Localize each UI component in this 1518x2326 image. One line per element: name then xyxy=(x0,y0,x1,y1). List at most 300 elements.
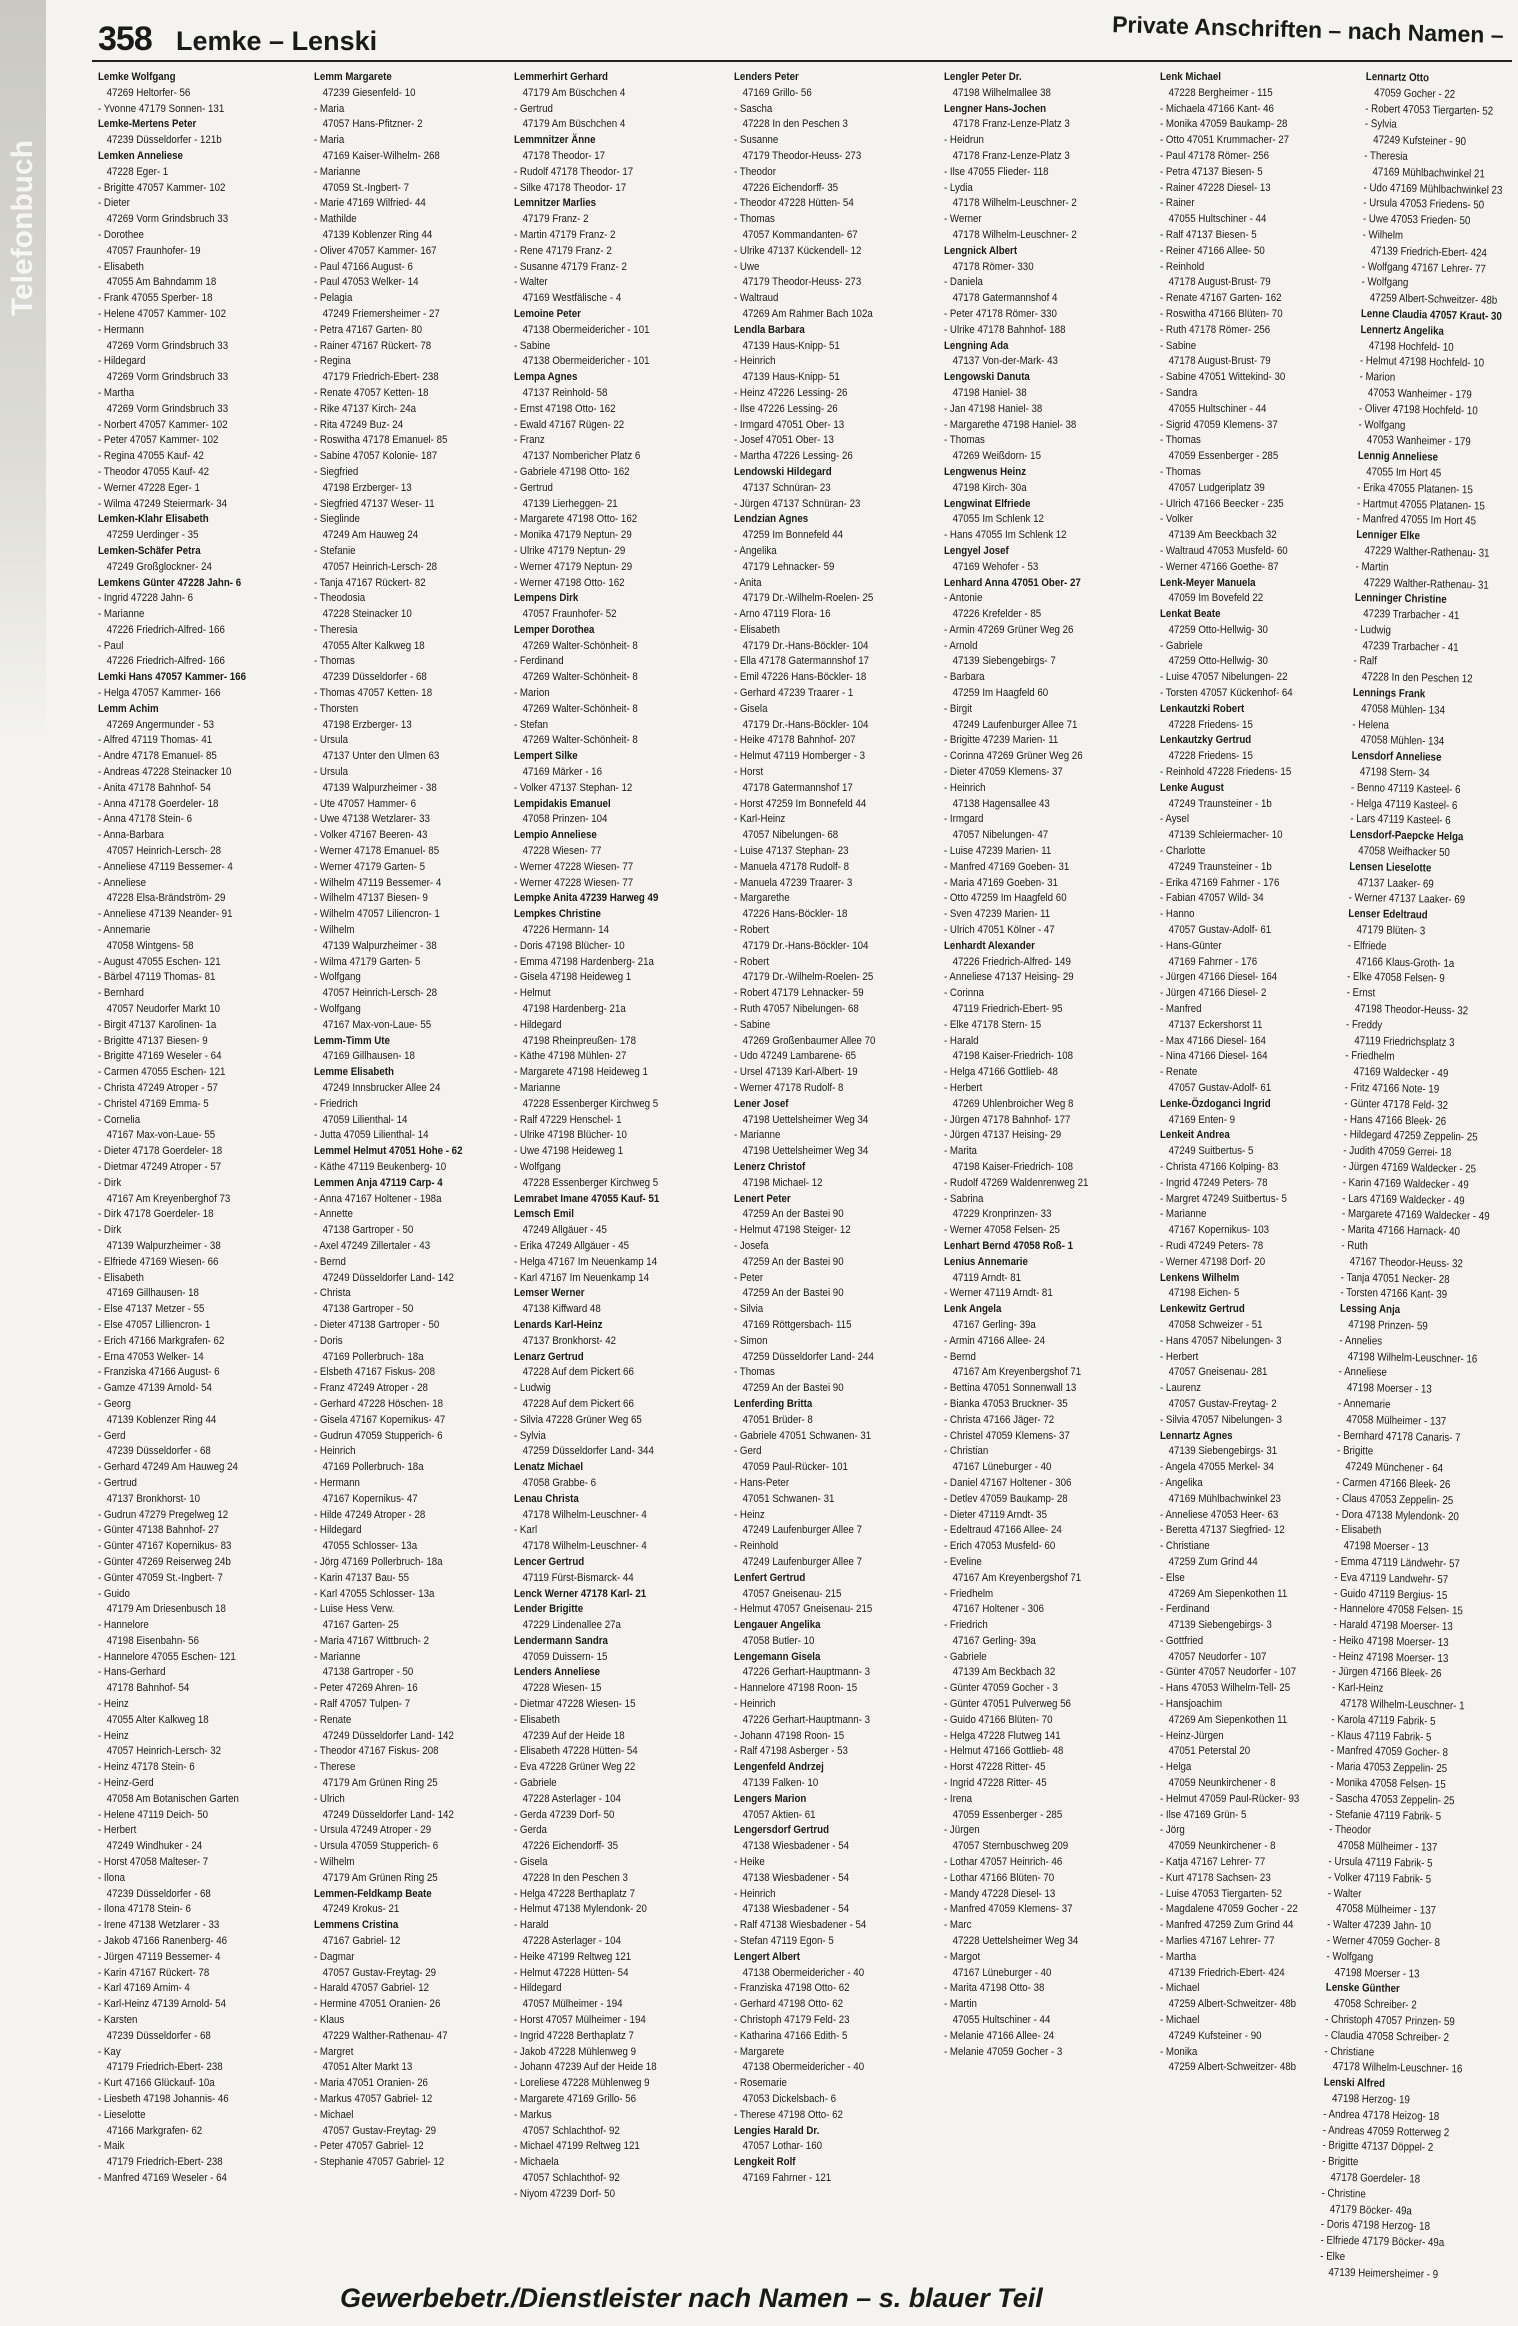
listing-entry: 47059 Neunkirchener - 8 xyxy=(1168,1840,1276,1853)
listing-entry: - Anna 47178 Stein- 6 xyxy=(98,813,192,826)
listing-name: Lemsch Emil xyxy=(514,1208,574,1221)
listing-entry: - Elisabeth xyxy=(98,1271,144,1284)
listing-entry: - Werner 47228 Wiesen- 77 xyxy=(514,860,634,873)
listing-entry: - Hanno xyxy=(1160,908,1195,921)
listing-entry: 47239 Düsseldorfer - 121b xyxy=(106,134,222,147)
listing-entry: 47228 In den Peschen 3 xyxy=(742,118,848,131)
listing-entry: - Oliver 47198 Hochfeld- 10 xyxy=(1358,402,1478,418)
listing-entry: 47228 Steinacker 10 xyxy=(322,608,412,621)
listing-entry: - Jürgen xyxy=(944,1824,980,1837)
listing-entry: - Karl xyxy=(514,1524,538,1537)
listing-entry: 47249 Münchener - 64 xyxy=(1345,1461,1444,1476)
listing-entry: - Horst xyxy=(734,766,764,779)
listing-entry: 47169 Wehofer - 53 xyxy=(952,560,1039,573)
listing-entry: - Katja 47167 Lehrer- 77 xyxy=(1160,1856,1266,1869)
listing-entry: - Manfred 47059 Gocher- 8 xyxy=(1330,1745,1449,1760)
listing-entry: 47057 Gneisenau- 281 xyxy=(1168,1366,1268,1379)
listing-entry: - Günter 47051 Pulverweg 56 xyxy=(944,1698,1071,1711)
listing-entry: - Christiane xyxy=(1160,1540,1210,1553)
listing-entry: 47198 Wilhelmallee 38 xyxy=(952,86,1051,99)
listing-entry: - Friedhelm xyxy=(1345,1050,1395,1064)
directory-columns xyxy=(98,70,1512,2281)
directory-column-1 xyxy=(98,70,298,2270)
listing-entry: 47057 Heinrich-Lersch- 28 xyxy=(322,987,438,1000)
listing-entry: - Margot xyxy=(944,1950,981,1963)
listing-entry: 47228 Auf dem Pickert 66 xyxy=(522,1397,634,1410)
side-tab-label: Telefonbuch xyxy=(6,140,39,317)
listing-name: Lenkat Beate xyxy=(1160,608,1221,621)
listing-name: Lendzian Agnes xyxy=(734,513,809,526)
listing-entry: - Loreliese 47228 Mühlenweg 9 xyxy=(514,2077,650,2090)
listing-name: Lener Josef xyxy=(734,1097,789,1110)
listing-entry: - Emil 47226 Hans-Böckler- 18 xyxy=(734,671,867,684)
listing-entry: - Marianne xyxy=(1160,1208,1207,1221)
listing-entry: 47198 Hochfeld- 10 xyxy=(1368,339,1454,354)
listing-entry: - Ursula 47119 Fabrik- 5 xyxy=(1328,1855,1433,1870)
listing-entry: 47269 Weißdorn- 15 xyxy=(952,450,1041,463)
listing-entry: - Ulrich 47051 Kölner - 47 xyxy=(944,924,1055,937)
listing-entry: 47169 Mühlbachwinkel 23 xyxy=(1168,1492,1281,1505)
listing-entry: 47169 Gillhausen- 18 xyxy=(322,1050,415,1063)
listing-entry: - Marita 47198 Otto- 38 xyxy=(944,1982,1045,1995)
listing-entry: 47179 Franz- 2 xyxy=(522,213,589,226)
listing-entry: 47228 Eger- 1 xyxy=(106,165,169,178)
listing-entry: 47239 Trarbacher - 41 xyxy=(1362,639,1459,654)
listing-entry: - Monika 47059 Baukamp- 28 xyxy=(1160,118,1288,131)
listing-name: Lengers Marion xyxy=(734,1792,807,1805)
listing-entry: - Herbert xyxy=(944,1082,983,1094)
listing-entry: - Michael xyxy=(314,2108,354,2121)
listing-entry: 47269 Am Siepenkothen 11 xyxy=(1168,1713,1288,1726)
listing-entry: - Ludwig xyxy=(514,1382,551,1395)
listing-entry: - Gerhard 47249 Am Hauweg 24 xyxy=(98,1461,238,1474)
listing-entry: 47228 Essenberger Kirchweg 5 xyxy=(522,1097,659,1110)
listing-entry: - Helga 47228 Flutweg 141 xyxy=(944,1729,1061,1742)
listing-entry: - Jörg 47169 Pollerbruch- 18a xyxy=(314,1555,443,1568)
listing-name: Lenck Werner 47178 Karl- 21 xyxy=(514,1587,647,1600)
listing-entry: - Ursula 47249 Atroper - 29 xyxy=(314,1824,432,1837)
listing-entry: - Doris xyxy=(314,1334,343,1347)
listing-entry: - Stefanie 47119 Fabrik- 5 xyxy=(1329,1808,1442,1823)
listing-entry: 47053 Wanheimer - 179 xyxy=(1366,434,1471,449)
listing-name: Lemmnitzer Änne xyxy=(514,134,596,147)
listing-entry: 47259 Im Bonnefeld 44 xyxy=(742,529,844,542)
listing-entry: - Corinna xyxy=(944,987,984,1000)
listing-entry: 47259 Otto-Hellwig- 30 xyxy=(1168,623,1268,636)
name-range: Lemke – Lenski xyxy=(176,26,378,56)
listing-entry: - Regina xyxy=(314,355,351,368)
listing-entry: - Anna 47178 Goerdeler- 18 xyxy=(98,797,219,810)
listing-entry: - Manuela 47178 Rudolf- 8 xyxy=(734,860,850,873)
listing-entry: 47137 Von-der-Mark- 43 xyxy=(952,355,1058,368)
listing-entry: 47249 Kufsteiner - 90 xyxy=(1168,2029,1262,2042)
listing-entry: - Anna-Barbara xyxy=(98,829,164,842)
listing-entry: 47059 St.-Ingbert- 7 xyxy=(322,181,410,194)
listing-entry: - Wolfgang xyxy=(514,1160,561,1173)
listing-entry: 47138 Hagensallee 43 xyxy=(952,797,1050,810)
listing-entry: - Liesbeth 47198 Johannis- 46 xyxy=(98,2093,229,2105)
listing-entry: 47166 Markgrafen- 62 xyxy=(106,2124,203,2137)
listing-entry: - Eva 47228 Grüner Weg 22 xyxy=(514,1761,636,1774)
listing-entry: 47198 Moerser - 13 xyxy=(1346,1382,1432,1396)
listing-entry: 47178 Wilhelm-Leuschner- 16 xyxy=(1332,2061,1463,2076)
listing-entry: 47226 Eichendorff- 35 xyxy=(522,1840,619,1853)
listing-entry: 47167 Gerling- 39a xyxy=(952,1318,1036,1331)
listing-entry: 47055 Hultschiner - 44 xyxy=(1168,402,1267,415)
listing-entry: 47167 Kopernikus- 47 xyxy=(322,1492,418,1505)
listing-entry: 47269 Am Rahmer Bach 102a xyxy=(742,307,873,320)
listing-entry: 47167 Garten- 25 xyxy=(322,1619,399,1632)
listing-name: Lencer Gertrud xyxy=(514,1555,585,1568)
listing-entry: 47139 Haus-Knipp- 51 xyxy=(742,339,840,352)
listing-entry: 47198 Wilhelm-Leuschner- 16 xyxy=(1347,1350,1478,1366)
listing-name: Lemken-Schäfer Petra xyxy=(98,544,201,557)
listing-entry: - Gertrud xyxy=(98,1476,137,1489)
listing-entry: - Else 47137 Metzer - 55 xyxy=(98,1303,205,1316)
listing-name: Lemoine Peter xyxy=(514,307,581,320)
listing-entry: - Marita xyxy=(944,1145,977,1158)
listing-entry: - Michaela 47166 Kant- 46 xyxy=(1160,102,1274,115)
listing-entry: - Anneliese 47119 Bessemer- 4 xyxy=(98,860,233,873)
listing-name: Lenniger Elke xyxy=(1356,529,1421,543)
listing-entry: 47228 Bergheimer - 115 xyxy=(1168,86,1273,99)
listing-entry: - Irena xyxy=(944,1792,973,1805)
listing-entry: 47229 Lindenallee 27a xyxy=(522,1619,621,1632)
listing-entry: - Jan 47198 Haniel- 38 xyxy=(944,402,1043,415)
listing-entry: - Markus xyxy=(514,2108,552,2121)
listing-entry: 47179 Theodor-Heuss- 273 xyxy=(742,276,862,289)
listing-entry: 47179 Friedrich-Ebert- 238 xyxy=(106,2156,223,2169)
listing-name: Lenk Michael xyxy=(1160,71,1222,83)
listing-entry: 47057 Heinrich-Lersch- 32 xyxy=(106,1745,222,1758)
listing-entry: 47269 Großenbaumer Allee 70 xyxy=(742,1034,876,1047)
listing-entry: 47259 Düsseldorfer Land- 244 xyxy=(742,1350,874,1363)
listing-entry: 47058 Butler- 10 xyxy=(742,1634,815,1647)
listing-entry: 47139 Friedrich-Ebert- 424 xyxy=(1168,1966,1285,1979)
listing-entry: - Hans-Peter xyxy=(734,1476,790,1489)
listing-entry: - Emma 47119 Ländwehr- 57 xyxy=(1334,1555,1460,1571)
listing-entry: - Rike 47137 Kirch- 24a xyxy=(314,402,417,415)
listing-entry: 47139 Schleiermacher- 10 xyxy=(1168,829,1283,842)
listing-entry: 47139 Siebengebirgs- 3 xyxy=(1168,1619,1272,1632)
listing-entry: - Sylvia xyxy=(1364,118,1397,132)
listing-entry: - Torsten 47166 Kant- 39 xyxy=(1340,1287,1448,1302)
listing-entry: 47053 Dickelsbach- 6 xyxy=(742,2093,837,2105)
listing-name: Lenser Edeltraud xyxy=(1348,908,1428,922)
listing-entry: - Elfriede 47169 Wiesen- 66 xyxy=(98,1255,219,1268)
listing-entry: 47167 Lüneburger - 40 xyxy=(952,1966,1052,1979)
listing-entry: - Norbert 47057 Kammer- 102 xyxy=(98,418,228,431)
listing-entry: - Torsten 47057 Kückenhof- 64 xyxy=(1160,687,1293,700)
listing-entry: - Ursula xyxy=(314,734,349,747)
listing-entry: - Käthe 47119 Beukenberg- 10 xyxy=(314,1160,447,1173)
listing-entry: 47167 Am Kreyenbergshof 71 xyxy=(952,1571,1082,1584)
listing-name: Lemm Margarete xyxy=(314,71,392,83)
listing-entry: - Wolfgang 47167 Lehrer- 77 xyxy=(1361,260,1487,276)
listing-entry: - Monika 47179 Neptun- 29 xyxy=(514,529,632,542)
listing-name: Lenders Anneliese xyxy=(514,1666,601,1679)
listing-entry: - Gerd xyxy=(734,1445,762,1458)
listing-entry: 47057 Kommandanten- 67 xyxy=(742,228,858,241)
listing-entry: - Manfred xyxy=(1160,1003,1202,1016)
listing-entry: - Elke 47178 Stern- 15 xyxy=(944,1018,1042,1031)
listing-entry: 47169 Pollerbruch- 18a xyxy=(322,1461,424,1474)
listing-entry: 47059 Gocher - 22 xyxy=(1373,86,1456,101)
listing-entry: - Heinz-Jürgen xyxy=(1160,1729,1224,1742)
listing-entry: - Gerhard 47198 Otto- 62 xyxy=(734,1998,844,2011)
listing-entry: - Annelies xyxy=(1339,1334,1383,1348)
listing-entry: - Barbara xyxy=(944,671,985,684)
listing-entry: 47057 Schlachthof- 92 xyxy=(522,2171,620,2184)
listing-entry: - Christa xyxy=(314,1287,351,1300)
listing-entry: - Marie 47169 Wilfried- 44 xyxy=(314,197,426,210)
listing-entry: - Helene 47057 Kammer- 102 xyxy=(98,307,226,320)
listing-name: Lenkautzki Robert xyxy=(1160,702,1245,715)
listing-entry: 47259 Zum Grind 44 xyxy=(1168,1555,1258,1568)
page-header xyxy=(0,0,1518,58)
listing-name: Lenatz Michael xyxy=(514,1461,584,1474)
listing-name: Lemnitzer Marlies xyxy=(514,197,597,210)
listing-entry: 47249 Düsseldorfer Land- 142 xyxy=(322,1271,454,1284)
listing-entry: - Jürgen 47166 Diesel- 164 xyxy=(1160,971,1278,984)
listing-entry: - Hans 47053 Wilhelm-Tell- 25 xyxy=(1160,1682,1291,1695)
listing-entry: - Silke 47178 Theodor- 17 xyxy=(514,181,627,194)
listing-entry: - Oliver 47057 Kammer- 167 xyxy=(314,244,437,257)
listing-entry: 47179 Dr.-Hans-Böckler- 104 xyxy=(742,718,869,731)
listing-entry: - Volker 47167 Beeren- 43 xyxy=(314,829,428,842)
listing-name: Lengner Hans-Jochen xyxy=(944,102,1047,115)
listing-entry: - Heinrich xyxy=(734,1887,776,1900)
listing-entry: 47259 An der Bastei 90 xyxy=(742,1287,844,1300)
listing-entry: - Melanie 47166 Allee- 24 xyxy=(944,2029,1055,2042)
listing-entry: - Erich 47166 Markgrafen- 62 xyxy=(98,1334,225,1347)
listing-entry: 47198 Theodor-Heuss- 32 xyxy=(1354,1002,1469,1018)
listing-entry: - Susanne 47179 Franz- 2 xyxy=(514,260,627,273)
listing-entry: - Claudia 47058 Schreiber- 2 xyxy=(1324,2029,1450,2044)
listing-entry: - Margarete xyxy=(734,2045,785,2058)
listing-entry: - Freddy xyxy=(1345,1018,1383,1032)
listing-entry: - Ulrike 47179 Neptun- 29 xyxy=(514,544,626,557)
listing-entry: - Wilhelm xyxy=(1362,228,1404,242)
listing-entry: 47228 Uettelsheimer Weg 34 xyxy=(952,1935,1079,1948)
listing-name: Lendermann Sandra xyxy=(514,1634,608,1647)
listing-entry: 47139 Friedrich-Ebert- 424 xyxy=(1370,244,1488,260)
listing-name: Lendowski Hildegard xyxy=(734,465,832,478)
listing-entry: - Waltraud xyxy=(734,292,779,305)
listing-entry: - Werner 47166 Goethe- 87 xyxy=(1160,560,1279,573)
listing-entry: - Anneliese xyxy=(1338,1366,1387,1380)
listing-entry: - Theodor 47228 Hütten- 54 xyxy=(734,197,854,210)
listing-entry: 47228 Friedens- 15 xyxy=(1168,718,1253,731)
listing-entry: - Gerda xyxy=(514,1824,547,1837)
listing-entry: 47198 Prinzen- 59 xyxy=(1348,1318,1428,1333)
listing-entry: 47138 Gartroper - 50 xyxy=(322,1224,414,1237)
listing-entry: 47179 Am Büschchen 4 xyxy=(522,86,626,99)
listing-entry: - Laurenz xyxy=(1160,1382,1202,1395)
listing-entry: - Friedhelm xyxy=(944,1587,994,1600)
listing-entry: - Ewald 47167 Rügen- 22 xyxy=(514,418,625,431)
listing-entry: - Benno 47119 Kasteel- 6 xyxy=(1350,781,1461,796)
listing-entry: 47226 Eichendorff- 35 xyxy=(742,181,839,194)
listing-entry: - Gerhard 47228 Höschen- 18 xyxy=(314,1397,444,1410)
listing-entry: - Carmen 47055 Eschen- 121 xyxy=(98,1066,226,1079)
listing-entry: 47259 An der Bastei 90 xyxy=(742,1382,844,1395)
listing-entry: - Gabriele 47198 Otto- 162 xyxy=(514,465,630,478)
listing-entry: - Else 47057 Lilliencron- 1 xyxy=(98,1318,211,1331)
listing-entry: 47179 Dr.-Wilhelm-Roelen- 25 xyxy=(742,592,874,605)
listing-entry: - Walter xyxy=(1327,1887,1362,1900)
listing-entry: 47228 Asterlager - 104 xyxy=(522,1935,621,1948)
listing-entry: 47198 Michael- 12 xyxy=(742,1176,823,1189)
listing-entry: 47259 Albert-Schweitzer- 48b xyxy=(1168,1998,1297,2011)
listing-entry: - Ruth xyxy=(1341,1239,1368,1253)
listing-entry: - Werner 47178 Rudolf- 8 xyxy=(734,1082,844,1094)
listing-entry: - Heinz-Gerd xyxy=(98,1777,154,1790)
listing-entry: - Maria 47167 Wittbruch- 2 xyxy=(314,1634,430,1647)
listing-entry: 47249 Laufenburger Allee 7 xyxy=(742,1555,862,1568)
listing-entry: 47179 Am Büschchen 4 xyxy=(522,118,626,131)
listing-entry: - Nina 47166 Diesel- 164 xyxy=(1160,1050,1268,1063)
listing-entry: - Gisela xyxy=(734,702,768,715)
header-divider xyxy=(92,60,1512,62)
listing-entry: - Hilde 47249 Atroper - 28 xyxy=(314,1508,426,1521)
listing-entry: 47178 Franz-Lenze-Platz 3 xyxy=(952,149,1070,162)
listing-entry: - Karl 47169 Arnim- 4 xyxy=(98,1982,190,1995)
listing-entry: 47269 Walter-Schönheit- 8 xyxy=(522,639,638,652)
listing-entry: - Sascha xyxy=(734,102,773,115)
listing-entry: - Dietmar 47249 Atroper - 57 xyxy=(98,1160,222,1173)
listing-entry: - Rene 47179 Franz- 2 xyxy=(514,244,612,257)
listing-name: Lenske Günther xyxy=(1325,1982,1400,1996)
listing-entry: - Klaus xyxy=(314,2014,345,2027)
listing-name: Lenhard Anna 47051 Ober- 27 xyxy=(944,576,1081,589)
listing-entry: - Andreas 47059 Rotterweg 2 xyxy=(1322,2124,1450,2139)
listing-entry: - Ralf 47057 Tulpen- 7 xyxy=(314,1698,411,1711)
listing-entry: - Fabian 47057 Wild- 34 xyxy=(1160,892,1264,905)
listing-entry: - Hans-Günter xyxy=(1160,939,1222,952)
listing-entry: 47178 Gatermannshof 17 xyxy=(742,781,853,794)
listing-entry: 47239 Düsseldorfer - 68 xyxy=(106,1887,211,1900)
listing-name: Lessing Anja xyxy=(1339,1302,1401,1317)
listing-entry: - Michael xyxy=(1160,1982,1200,1995)
listing-entry: - Martin 47179 Franz- 2 xyxy=(514,228,616,241)
listing-entry: - Thomas xyxy=(1160,465,1201,478)
listing-entry: 47058 Mülheimer - 137 xyxy=(1335,1903,1437,1918)
listing-entry: - Anneliese 47137 Heising- 29 xyxy=(944,971,1074,984)
listing-entry: - Sabine 47051 Wittekind- 30 xyxy=(1160,371,1286,384)
listing-entry: - Marion xyxy=(1359,371,1396,384)
listing-name: Lenkeit Andrea xyxy=(1160,1129,1230,1142)
listing-entry: - Doris 47198 Blücher- 10 xyxy=(514,939,625,952)
listing-entry: 47057 Nibelungen- 68 xyxy=(742,829,839,842)
listing-entry: - Silvia 47057 Nibelungen- 3 xyxy=(1160,1413,1283,1426)
listing-entry: - Wilma 47249 Steiermark- 34 xyxy=(98,497,228,510)
listing-entry: 47057 Sternbuschweg 209 xyxy=(952,1840,1069,1853)
listing-name: Lenski Alfred xyxy=(1323,2076,1386,2091)
listing-entry: - Arnold xyxy=(944,639,978,652)
listing-entry: - Heiko 47198 Moerser- 13 xyxy=(1332,1634,1449,1649)
listing-entry: - Irmgard xyxy=(944,813,984,826)
listing-entry: 47166 Klaus-Groth- 1a xyxy=(1355,955,1455,970)
listing-entry: 47139 Walpurzheimer - 38 xyxy=(106,1239,221,1252)
listing-entry: - Thomas xyxy=(1160,434,1201,447)
listing-entry: 47058 Wintgens- 58 xyxy=(106,939,194,952)
listing-entry: 47169 Märker - 16 xyxy=(522,766,602,779)
listing-entry: - Maria 47169 Goeben- 31 xyxy=(944,876,1058,889)
listing-entry: 47139 Siebengebirgs- 7 xyxy=(952,655,1056,668)
listing-name: Lemper Dorothea xyxy=(514,623,595,636)
listing-name: Lemken-Klahr Elisabeth xyxy=(98,513,209,526)
listing-entry: 47229 Kronprinzen- 33 xyxy=(952,1208,1052,1221)
listing-name: Lenhart Bernd 47058 Roß- 1 xyxy=(944,1239,1074,1252)
listing-entry: - Magdalene 47059 Gocher - 22 xyxy=(1160,1903,1298,1916)
listing-entry: - Uwe xyxy=(734,260,760,273)
listing-entry: 47058 Schreiber- 2 xyxy=(1333,1997,1417,2012)
listing-entry: 47228 Wiesen- 77 xyxy=(522,845,602,858)
listing-entry: - Armin 47269 Grüner Weg 26 xyxy=(944,623,1074,636)
listing-entry: - Lars 47169 Waldecker - 49 xyxy=(1342,1192,1465,1207)
listing-entry: - Harald 47198 Moerser- 13 xyxy=(1333,1618,1453,1634)
listing-entry: 47249 Laufenburger Allee 71 xyxy=(952,718,1078,731)
listing-entry: - Peter 47178 Römer- 330 xyxy=(944,307,1057,320)
listing-name: Lenerz Christof xyxy=(734,1160,806,1173)
listing-entry: - Brigitte xyxy=(1336,1445,1374,1458)
listing-entry: 47249 Kufsteiner - 90 xyxy=(1373,134,1467,149)
listing-entry: 47179 Friedrich-Ebert- 238 xyxy=(322,371,439,384)
listing-entry: - Ella 47178 Gatermannshof 17 xyxy=(734,655,870,668)
listing-entry: - Roswitha 47178 Emanuel- 85 xyxy=(314,434,448,447)
listing-name: Lenk-Meyer Manuela xyxy=(1160,576,1256,589)
listing-entry: 47057 Lothar- 160 xyxy=(742,2140,823,2153)
listing-entry: - Erich 47053 Musfeld- 60 xyxy=(944,1540,1056,1553)
listing-entry: - Yvonne 47179 Sonnen- 131 xyxy=(98,102,225,115)
listing-entry: 47178 Franz-Lenze-Platz 3 xyxy=(952,118,1070,131)
listing-entry: - Erika 47249 Allgäuer - 45 xyxy=(514,1239,630,1252)
listing-name: Lempens Dirk xyxy=(514,592,579,605)
listing-entry: - Andreas 47228 Steinacker 10 xyxy=(98,766,232,779)
listing-entry: - Dirk xyxy=(98,1224,122,1237)
listing-entry: 47178 Gatermannshof 4 xyxy=(952,292,1058,305)
listing-entry: - Luise 47053 Tiergarten- 52 xyxy=(1160,1887,1283,1900)
section-title: Private Anschriften – nach Namen – xyxy=(1112,11,1505,48)
listing-entry: - Ilona xyxy=(98,1871,126,1884)
listing-entry: 47178 Goerdeler- 18 xyxy=(1330,2171,1421,2186)
listing-name: Lemser Werner xyxy=(514,1287,585,1300)
listing-entry: 47057 Gustav-Adolf- 61 xyxy=(1168,1082,1272,1094)
listing-entry: 47198 Moerser - 13 xyxy=(1343,1539,1429,1554)
listing-entry: - Melanie 47059 Gocher - 3 xyxy=(944,2045,1063,2058)
listing-name: Lennartz Agnes xyxy=(1160,1429,1233,1442)
listing-entry: - Dieter 47138 Gartroper - 50 xyxy=(314,1318,440,1331)
listing-entry: - Christa 47249 Atroper - 57 xyxy=(98,1082,218,1094)
listing-entry: - Thomas xyxy=(734,1366,775,1379)
listing-entry: 47179 Theodor-Heuss- 273 xyxy=(742,149,862,162)
listing-entry: - Helga xyxy=(1160,1761,1192,1774)
listing-entry: - Dora 47138 Mylendonk- 20 xyxy=(1335,1508,1459,1523)
listing-entry: 47228 In den Peschen 3 xyxy=(522,1871,628,1884)
listing-entry: - Angelika xyxy=(1160,1476,1203,1489)
listing-entry: - Bärbel 47119 Thomas- 81 xyxy=(98,971,216,984)
listing-name: Lengert Albert xyxy=(734,1950,801,1963)
listing-entry: - Anna 47167 Holtener - 198a xyxy=(314,1192,442,1205)
listing-entry: - Horst 47058 Malteser- 7 xyxy=(98,1856,209,1869)
listing-entry: - Lothar 47166 Blüten- 70 xyxy=(944,1871,1055,1884)
listing-entry: - Ilona 47178 Stein- 6 xyxy=(98,1903,191,1916)
listing-entry: - Jürgen 47169 Waldecker - 25 xyxy=(1342,1160,1477,1176)
listing-entry: - Silvia 47228 Grüner Weg 65 xyxy=(514,1413,642,1426)
listing-entry: - Gisela xyxy=(514,1856,548,1869)
listing-entry: - Ilse 47226 Lessing- 26 xyxy=(734,402,838,415)
